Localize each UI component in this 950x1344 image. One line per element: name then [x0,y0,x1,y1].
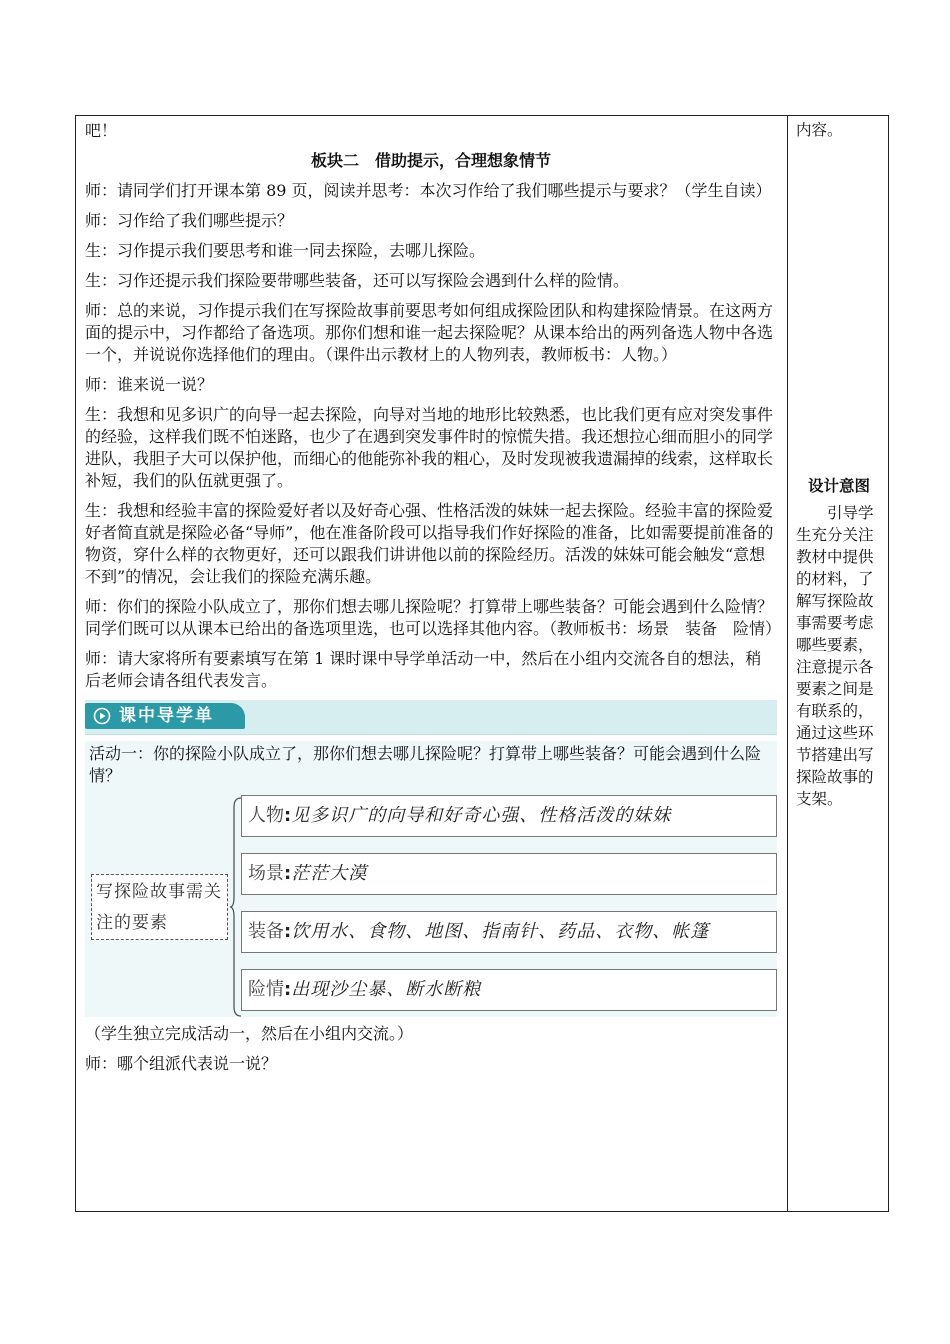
paragraph: 生：我想和经验丰富的探险爱好者以及好奇心强、性格活泼的妹妹一起去探险。经验丰富的探险爱好者简直就是探险必备“导师”，他在准备阶段可以指导我们作好探险的准备，比如需要提前准备的物资，穿什么样的衣物更好，还可以跟我们讲讲他以前的探险经历。活泼的妹妹可能会触发“意想不到”的情况，会让我们的探险充满乐趣。 [85,501,774,586]
section-heading: 板块二 借助提示，合理想象情节 [310,151,551,170]
paragraph: 师：谁来说一说？ [85,375,214,394]
paragraph: 师：总的来说，习作提示我们在写探险故事前要思考如何组成探险团队和构建探险情景。在这两方面的提示中，习作都给了备选项。那你们想和谁一起去探险呢？从课本给出的两列备选人物中各选一个，并说说你选择他们的理由。（课件出示教材上的人物列表，教师板书：人物。） [85,301,774,364]
guide-banner-tag [85,703,245,729]
guide-banner [85,700,777,735]
paragraph: （学生独立完成活动一，然后在小组内交流。） [85,1024,414,1043]
lead-line: 吧！ [85,121,118,140]
paragraph: 师：习作给了我们哪些提示？ [85,211,294,230]
elements-diagram [89,791,773,1017]
main-column [85,120,782,1083]
paragraph: 师：哪个组派代表说一说？ [85,1054,278,1073]
paragraph: 生：我想和见多识广的向导一起去探险，向导对当地的地形比较熟悉，也比我们更有应对突发事件的经验，这样我们既不怕迷路，也少了在遇到突发事件时的惊慌失措。我还想拉心细而胆小的同学进队，我胆子大可以保护他，而细心的他能弥补我的粗心，及时发现被我遗漏掉的线索，这样取长补短，我们的队伍就更强了。 [85,405,774,490]
design-intent-body: 引导学生充分关注教材中提供的材料，了解写探险故事需要考虑哪些要素，注意提示各要素之间是有联系的，通过这些环节搭建出写探险故事的支架。 [796,504,874,808]
play-circle-icon [93,707,111,725]
diagram-item-equipment: 装备:饮用水、食物、地图、指南针、药品、衣物、帐篷 [241,911,777,953]
paragraph: 师：请同学们打开课本第 89 页，阅读并思考：本次习作给了我们哪些提示与要求？（学生自读） [85,181,772,200]
side-top-text: 内容。 [796,121,843,139]
lesson-table [75,115,889,1212]
paragraph: 生：习作还提示我们探险要带哪些装备，还可以写探险会遇到什么样的险情。 [85,271,630,290]
diagram-item-scene: 场景:茫茫大漠 [241,853,777,895]
diagram-item-label: 险情 [248,979,284,1000]
diagram-root: 写探险故事需关注的要素 [91,874,228,940]
paragraph: 生：习作提示我们要思考和谁一同去探险，去哪儿探险。 [85,241,486,260]
side-column [796,116,882,810]
paragraph: 师：你们的探险小队成立了，那你们想去哪儿探险呢？打算带上哪些装备？可能会遇到什么险情？同学们既可以从课本已给出的备选项里选，也可以选择其他内容。（教师板书：场景 装备 险情） [85,597,782,638]
diagram-item-value: 饮用水、食物、地图、指南针、药品、衣物、帐篷 [291,921,710,942]
diagram-item-label: 装备 [248,921,284,942]
diagram-item-label: 人物 [248,805,284,826]
activity-text: 活动一：你的探险小队成立了，那你们想去哪儿探险呢？打算带上哪些装备？可能会遇到什么险情？ [89,744,762,785]
activity-panel [85,741,777,1017]
diagram-item-value: 出现沙尘暴、断水断粮 [291,979,482,1000]
guide-banner-label: 课中导学单 [119,706,214,726]
diagram-item-value: 茫茫大漠 [291,863,368,884]
diagram-item-characters: 人物:见多识广的向导和好奇心强、性格活泼的妹妹 [241,795,777,837]
diagram-item-dangers: 险情:出现沙尘暴、断水断粮 [241,969,777,1011]
design-intent-title: 设计意图 [807,476,870,495]
paragraph: 师：请大家将所有要素填写在第 1 课时课中导学单活动一中，然后在小组内交流各自的想法，稍后老师会请各组代表发言。 [85,649,762,690]
column-divider [787,116,788,1211]
diagram-item-label: 场景 [248,863,284,884]
diagram-item-value: 见多识广的向导和好奇心强、性格活泼的妹妹 [291,805,672,826]
